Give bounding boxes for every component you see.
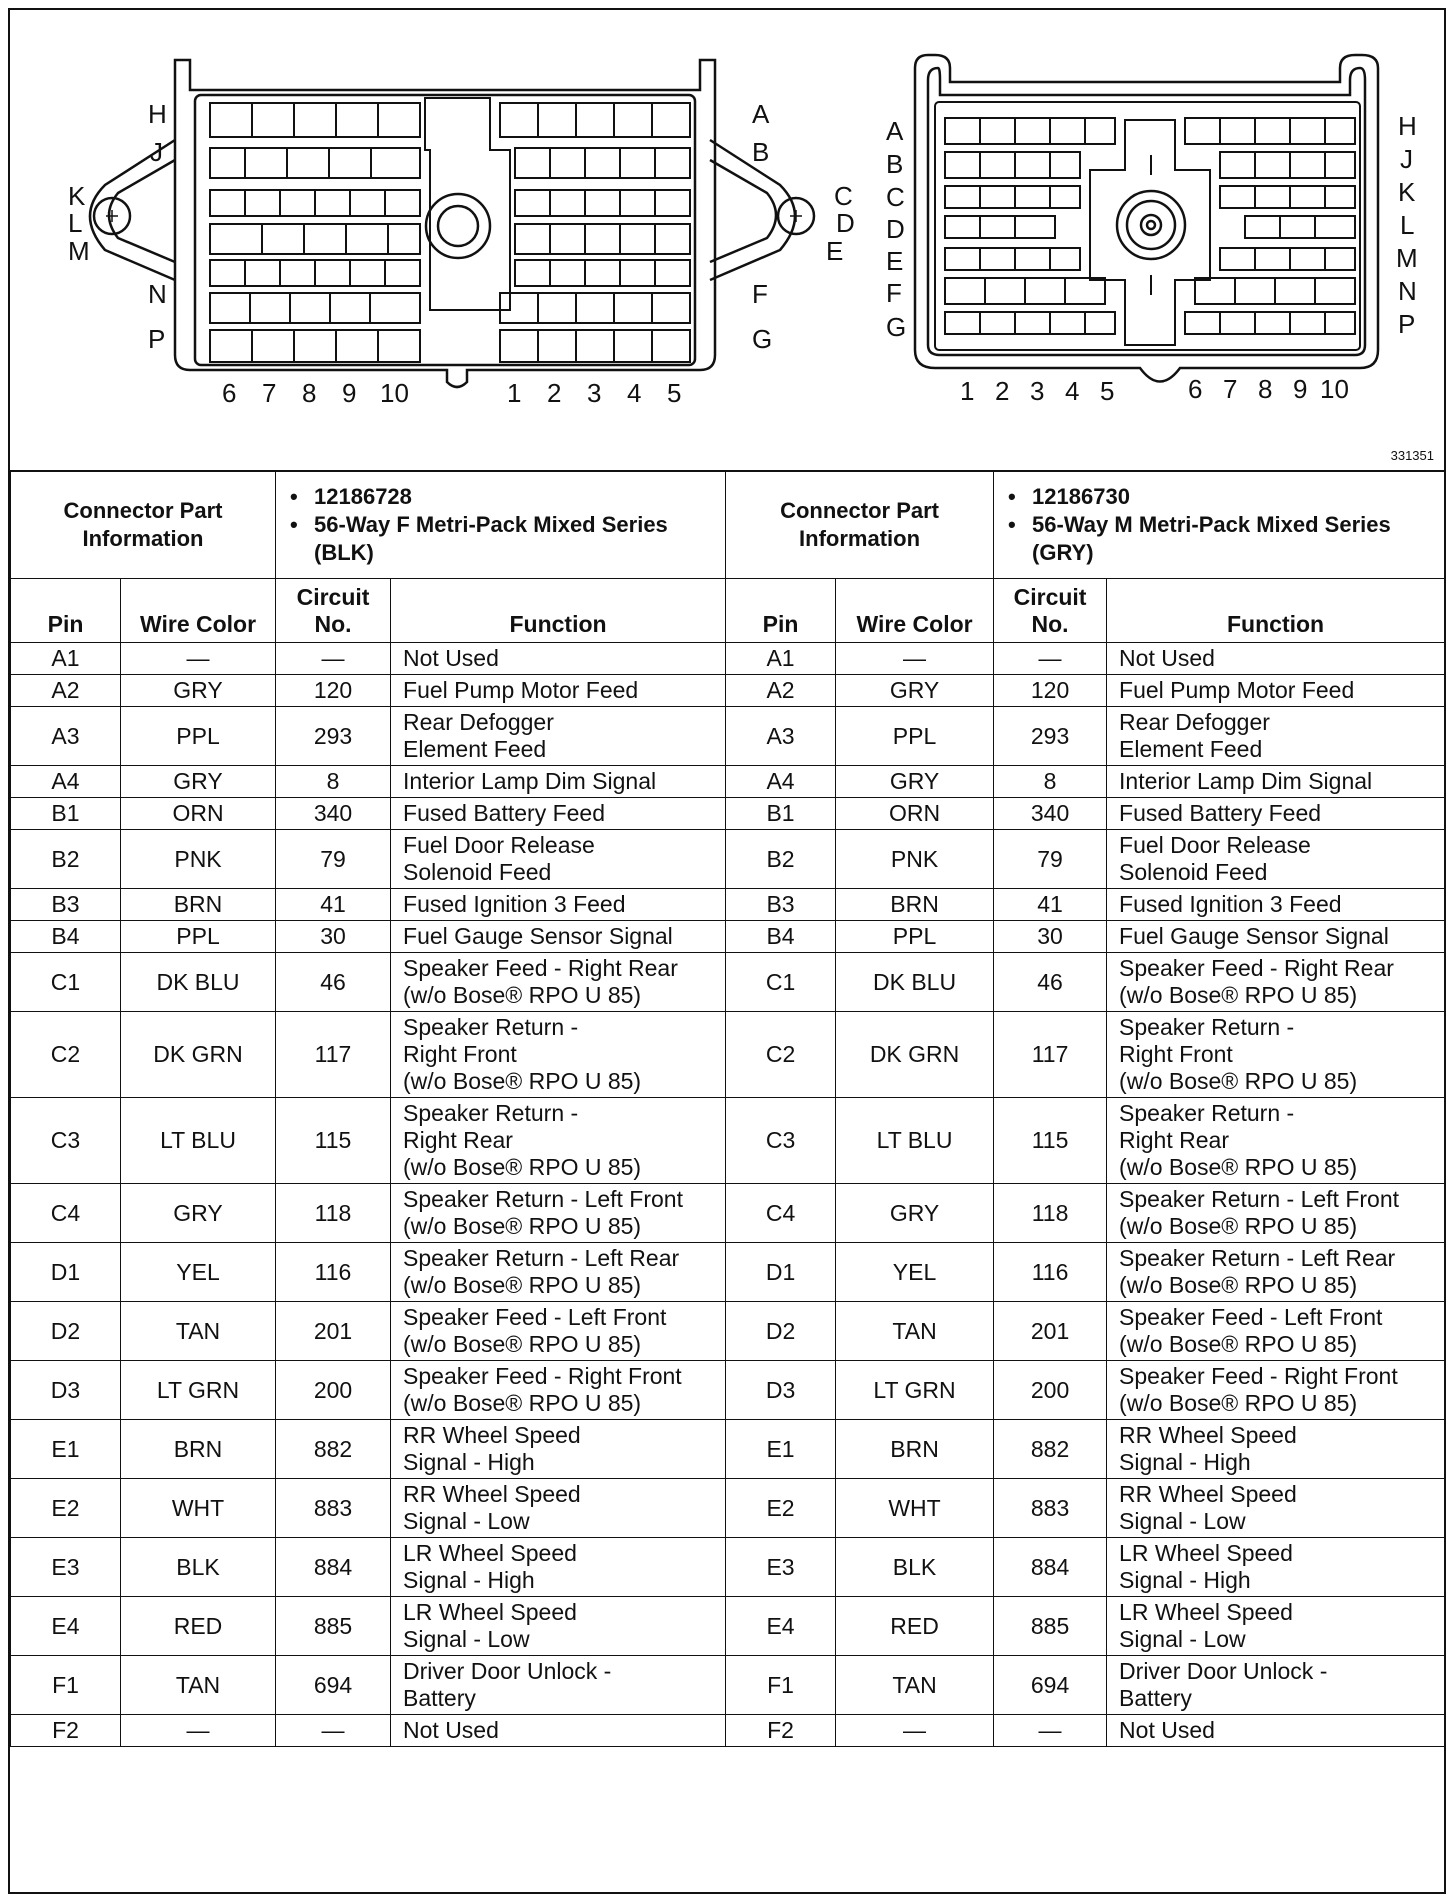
circuit-header: Circuit No. [994, 579, 1107, 643]
wire-color-cell: DK GRN [121, 1012, 276, 1098]
function-cell: Not Used [391, 643, 726, 675]
rc-left-letter: C [886, 182, 905, 212]
circuit-cell: 30 [994, 921, 1107, 953]
pin-cell: B2 [726, 830, 836, 889]
circuit-cell: 884 [994, 1538, 1107, 1597]
lc-right-letter: C [834, 181, 853, 211]
lc-right-letter: F [752, 279, 768, 309]
table-row [11, 1420, 1445, 1479]
rc-right-letter: P [1398, 309, 1416, 339]
circuit-cell: 30 [276, 921, 391, 953]
table-row [11, 953, 1445, 1012]
pin-cell: B4 [11, 921, 121, 953]
pin-cell: E1 [726, 1420, 836, 1479]
pin-cell: E3 [726, 1538, 836, 1597]
circuit-cell: 885 [276, 1597, 391, 1656]
function-cell: Not Used [391, 1715, 726, 1747]
wire-color-cell: BLK [836, 1538, 994, 1597]
wire-color-cell: TAN [121, 1302, 276, 1361]
pin-cell: E2 [11, 1479, 121, 1538]
left-info-label: Connector Part Information [11, 471, 276, 579]
pin-cell: C2 [726, 1012, 836, 1098]
function-cell: LR Wheel Speed Signal - High [391, 1538, 726, 1597]
lc-left-letter: H [148, 99, 167, 129]
pin-cell: A4 [726, 766, 836, 798]
wire-color-cell: — [836, 1715, 994, 1747]
lc-number: 3 [587, 378, 602, 408]
pin-cell: A3 [726, 707, 836, 766]
circuit-cell: 200 [994, 1361, 1107, 1420]
lc-number: 7 [262, 378, 277, 408]
table-row [11, 643, 1445, 675]
wire-color-header: Wire Color [121, 579, 276, 643]
rc-left-letter: A [886, 116, 904, 146]
wire-color-header: Wire Color [836, 579, 994, 643]
rc-right-letter: N [1398, 276, 1417, 306]
pin-cell: F1 [11, 1656, 121, 1715]
wire-color-cell: — [121, 643, 276, 675]
circuit-cell: 883 [994, 1479, 1107, 1538]
pin-cell: D2 [726, 1302, 836, 1361]
function-cell: Fuel Door Release Solenoid Feed [1107, 830, 1445, 889]
left-part-desc: • 56-Way F Metri-Pack Mixed Series (BLK) [314, 511, 719, 567]
wire-color-cell: GRY [121, 675, 276, 707]
pin-cell: D3 [726, 1361, 836, 1420]
function-cell: RR Wheel Speed Signal - High [1107, 1420, 1445, 1479]
table-row [11, 1098, 1445, 1184]
wire-color-cell: WHT [121, 1479, 276, 1538]
wire-color-cell: TAN [121, 1656, 276, 1715]
rc-number: 6 [1188, 374, 1203, 404]
lc-left-letter: L [68, 208, 83, 238]
function-cell: Fuel Pump Motor Feed [391, 675, 726, 707]
pin-cell: E3 [11, 1538, 121, 1597]
wire-color-cell: TAN [836, 1302, 994, 1361]
wire-color-cell: BRN [836, 889, 994, 921]
right-info-label: Connector Part Information [726, 471, 994, 579]
function-cell: Driver Door Unlock - Battery [391, 1656, 726, 1715]
wire-color-cell: LT GRN [836, 1361, 994, 1420]
lc-number: 9 [342, 378, 357, 408]
wire-color-cell: LT GRN [121, 1361, 276, 1420]
wire-color-cell: — [836, 643, 994, 675]
lc-number: 8 [302, 378, 317, 408]
circuit-cell: 293 [276, 707, 391, 766]
column-header-row [11, 579, 1445, 643]
circuit-cell: — [994, 643, 1107, 675]
pin-cell: B4 [726, 921, 836, 953]
function-cell: Interior Lamp Dim Signal [391, 766, 726, 798]
circuit-cell: 340 [994, 798, 1107, 830]
wire-color-cell: PPL [121, 707, 276, 766]
circuit-cell: 120 [276, 675, 391, 707]
circuit-cell: 46 [994, 953, 1107, 1012]
lc-right-letter: D [836, 208, 855, 238]
connector-face-drawings [10, 10, 1444, 470]
circuit-cell: 8 [276, 766, 391, 798]
function-cell: Speaker Return - Right Front (w/o Bose® RPO U 85) [1107, 1012, 1445, 1098]
lc-right-letter: A [752, 99, 770, 129]
function-cell: Fused Ignition 3 Feed [391, 889, 726, 921]
function-cell: Speaker Return - Right Rear (w/o Bose® RPO U 85) [1107, 1098, 1445, 1184]
circuit-cell: 116 [994, 1243, 1107, 1302]
lc-number: 5 [667, 378, 682, 408]
circuit-cell: 115 [994, 1098, 1107, 1184]
lc-number: 1 [507, 378, 522, 408]
wire-color-cell: ORN [121, 798, 276, 830]
wire-color-cell: DK GRN [836, 1012, 994, 1098]
function-cell: Speaker Feed - Right Front (w/o Bose® RPO U 85) [391, 1361, 726, 1420]
pin-cell: C3 [11, 1098, 121, 1184]
pinout-table [10, 470, 1445, 1747]
lc-left-letter: M [68, 236, 90, 266]
rc-left-letter: G [886, 312, 907, 342]
lc-left-letter: N [148, 279, 167, 309]
pin-cell: C1 [11, 953, 121, 1012]
wire-color-cell: GRY [121, 766, 276, 798]
circuit-cell: 117 [994, 1012, 1107, 1098]
rc-number: 10 [1320, 374, 1349, 404]
pin-cell: F1 [726, 1656, 836, 1715]
table-row [11, 1302, 1445, 1361]
function-cell: Speaker Feed - Right Rear (w/o Bose® RPO U 85) [391, 953, 726, 1012]
rc-left-letter: B [886, 149, 904, 179]
pin-cell: A3 [11, 707, 121, 766]
function-cell: Speaker Feed - Right Front (w/o Bose® RPO U 85) [1107, 1361, 1445, 1420]
function-cell: RR Wheel Speed Signal - Low [1107, 1479, 1445, 1538]
function-cell: LR Wheel Speed Signal - Low [391, 1597, 726, 1656]
pin-cell: C4 [11, 1184, 121, 1243]
wire-color-cell: YEL [836, 1243, 994, 1302]
pin-cell: A1 [726, 643, 836, 675]
pin-cell: C2 [11, 1012, 121, 1098]
function-cell: Rear Defogger Element Feed [1107, 707, 1445, 766]
wire-color-cell: PNK [836, 830, 994, 889]
lc-right-letter: E [826, 236, 844, 266]
table-row [11, 921, 1445, 953]
wire-color-cell: RED [121, 1597, 276, 1656]
table-row [11, 1012, 1445, 1098]
function-cell: Fuel Pump Motor Feed [1107, 675, 1445, 707]
rc-number: 4 [1065, 376, 1080, 406]
circuit-cell: 118 [276, 1184, 391, 1243]
pin-cell: E4 [726, 1597, 836, 1656]
wire-color-cell: RED [836, 1597, 994, 1656]
wire-color-cell: GRY [836, 1184, 994, 1243]
wire-color-cell: PPL [836, 707, 994, 766]
function-cell: Fuel Gauge Sensor Signal [391, 921, 726, 953]
rc-number: 3 [1030, 376, 1045, 406]
connector-info-row [11, 471, 1445, 579]
pin-cell: B2 [11, 830, 121, 889]
circuit-cell: 41 [994, 889, 1107, 921]
function-cell: LR Wheel Speed Signal - Low [1107, 1597, 1445, 1656]
right-part-number: • 12186730 [1032, 483, 1438, 511]
function-cell: Speaker Return - Left Rear (w/o Bose® RPO U 85) [1107, 1243, 1445, 1302]
wire-color-cell: TAN [836, 1656, 994, 1715]
pin-cell: E4 [11, 1597, 121, 1656]
circuit-cell: 8 [994, 766, 1107, 798]
function-header: Function [391, 579, 726, 643]
male-connector-face [915, 55, 1378, 382]
function-cell: Interior Lamp Dim Signal [1107, 766, 1445, 798]
pin-cell: C1 [726, 953, 836, 1012]
circuit-cell: 41 [276, 889, 391, 921]
table-row [11, 1479, 1445, 1538]
left-info-value [276, 471, 726, 579]
pin-cell: E2 [726, 1479, 836, 1538]
rc-number: 5 [1100, 376, 1115, 406]
wire-color-cell: BRN [836, 1420, 994, 1479]
pin-header: Pin [11, 579, 121, 643]
pin-cell: A4 [11, 766, 121, 798]
rc-number: 2 [995, 376, 1010, 406]
circuit-cell: — [276, 643, 391, 675]
table-row [11, 675, 1445, 707]
function-cell: Speaker Feed - Right Rear (w/o Bose® RPO U 85) [1107, 953, 1445, 1012]
table-row [11, 1597, 1445, 1656]
function-cell: Speaker Return - Right Front (w/o Bose® RPO U 85) [391, 1012, 726, 1098]
wire-color-cell: PPL [121, 921, 276, 953]
circuit-cell: 120 [994, 675, 1107, 707]
function-cell: RR Wheel Speed Signal - Low [391, 1479, 726, 1538]
pin-cell: D2 [11, 1302, 121, 1361]
function-cell: Fused Battery Feed [391, 798, 726, 830]
function-cell: Not Used [1107, 1715, 1445, 1747]
lc-number: 2 [547, 378, 562, 408]
circuit-cell: — [994, 1715, 1107, 1747]
wire-color-cell: PPL [836, 921, 994, 953]
circuit-cell: 882 [276, 1420, 391, 1479]
rc-right-letter: M [1396, 243, 1418, 273]
table-row [11, 1538, 1445, 1597]
circuit-cell: 115 [276, 1098, 391, 1184]
pin-header: Pin [726, 579, 836, 643]
rc-number: 9 [1293, 374, 1308, 404]
wire-color-cell: — [121, 1715, 276, 1747]
wire-color-cell: YEL [121, 1243, 276, 1302]
function-cell: LR Wheel Speed Signal - High [1107, 1538, 1445, 1597]
rc-right-letter: K [1398, 177, 1416, 207]
wire-color-cell: BRN [121, 1420, 276, 1479]
pin-cell: B1 [726, 798, 836, 830]
table-row [11, 766, 1445, 798]
wire-color-cell: GRY [121, 1184, 276, 1243]
wire-color-cell: ORN [836, 798, 994, 830]
table-row [11, 830, 1445, 889]
table-row [11, 1361, 1445, 1420]
circuit-header: Circuit No. [276, 579, 391, 643]
function-cell: RR Wheel Speed Signal - High [391, 1420, 726, 1479]
pin-cell: A2 [11, 675, 121, 707]
pin-cell: D1 [11, 1243, 121, 1302]
function-cell: Speaker Return - Left Front (w/o Bose® RPO U 85) [1107, 1184, 1445, 1243]
figure-id: 331351 [1390, 448, 1434, 463]
function-cell: Speaker Feed - Left Front (w/o Bose® RPO U 85) [1107, 1302, 1445, 1361]
circuit-cell: 882 [994, 1420, 1107, 1479]
wire-color-cell: PNK [121, 830, 276, 889]
pin-cell: B3 [11, 889, 121, 921]
pin-cell: D1 [726, 1243, 836, 1302]
circuit-cell: 117 [276, 1012, 391, 1098]
circuit-cell: 200 [276, 1361, 391, 1420]
rc-number: 7 [1223, 374, 1238, 404]
table-row [11, 889, 1445, 921]
pinout-page [8, 8, 1446, 1894]
lc-left-letter: K [68, 181, 86, 211]
rc-left-letter: F [886, 278, 902, 308]
table-row [11, 1243, 1445, 1302]
table-row [11, 707, 1445, 766]
function-header: Function [1107, 579, 1445, 643]
function-cell: Not Used [1107, 643, 1445, 675]
pin-cell: F2 [11, 1715, 121, 1747]
wire-color-cell: BLK [121, 1538, 276, 1597]
function-cell: Fuel Door Release Solenoid Feed [391, 830, 726, 889]
circuit-cell: — [276, 1715, 391, 1747]
circuit-cell: 694 [276, 1656, 391, 1715]
lc-right-letter: B [752, 137, 770, 167]
pin-cell: A2 [726, 675, 836, 707]
lc-left-letter: J [150, 137, 163, 167]
connector-diagram [10, 10, 1444, 472]
function-cell: Speaker Feed - Left Front (w/o Bose® RPO U 85) [391, 1302, 726, 1361]
pin-cell: D3 [11, 1361, 121, 1420]
left-part-number: • 12186728 [314, 483, 719, 511]
circuit-cell: 79 [994, 830, 1107, 889]
circuit-cell: 293 [994, 707, 1107, 766]
table-row [11, 1715, 1445, 1747]
pin-cell: B3 [726, 889, 836, 921]
circuit-cell: 201 [994, 1302, 1107, 1361]
wire-color-cell: DK BLU [836, 953, 994, 1012]
lc-number: 6 [222, 378, 237, 408]
table-row [11, 1184, 1445, 1243]
function-cell: Fuel Gauge Sensor Signal [1107, 921, 1445, 953]
rc-right-letter: J [1400, 144, 1413, 174]
rc-left-letter: D [886, 214, 905, 244]
female-connector-face [90, 60, 814, 387]
right-part-desc: • 56-Way M Metri-Pack Mixed Series (GRY) [1032, 511, 1438, 567]
wire-color-cell: DK BLU [121, 953, 276, 1012]
function-cell: Fused Battery Feed [1107, 798, 1445, 830]
wire-color-cell: LT BLU [121, 1098, 276, 1184]
function-cell: Rear Defogger Element Feed [391, 707, 726, 766]
circuit-cell: 79 [276, 830, 391, 889]
table-row [11, 1656, 1445, 1715]
function-cell: Fused Ignition 3 Feed [1107, 889, 1445, 921]
pin-cell: E1 [11, 1420, 121, 1479]
rc-right-letter: L [1400, 210, 1415, 240]
lc-number: 10 [380, 378, 409, 408]
wire-color-cell: GRY [836, 766, 994, 798]
pin-cell: B1 [11, 798, 121, 830]
circuit-cell: 883 [276, 1479, 391, 1538]
function-cell: Speaker Return - Right Rear (w/o Bose® RPO U 85) [391, 1098, 726, 1184]
wire-color-cell: LT BLU [836, 1098, 994, 1184]
right-info-value [994, 471, 1445, 579]
function-cell: Driver Door Unlock - Battery [1107, 1656, 1445, 1715]
pin-cell: F2 [726, 1715, 836, 1747]
rc-number: 8 [1258, 374, 1273, 404]
rc-number: 1 [960, 376, 975, 406]
circuit-cell: 694 [994, 1656, 1107, 1715]
circuit-cell: 116 [276, 1243, 391, 1302]
wire-color-cell: GRY [836, 675, 994, 707]
wire-color-cell: WHT [836, 1479, 994, 1538]
function-cell: Speaker Return - Left Rear (w/o Bose® RPO U 85) [391, 1243, 726, 1302]
pin-cell: C3 [726, 1098, 836, 1184]
rc-right-letter: H [1398, 111, 1417, 141]
lc-number: 4 [627, 378, 642, 408]
circuit-cell: 885 [994, 1597, 1107, 1656]
pin-cell: C4 [726, 1184, 836, 1243]
pin-cell: A1 [11, 643, 121, 675]
function-cell: Speaker Return - Left Front (w/o Bose® RPO U 85) [391, 1184, 726, 1243]
circuit-cell: 118 [994, 1184, 1107, 1243]
table-row [11, 798, 1445, 830]
circuit-cell: 46 [276, 953, 391, 1012]
circuit-cell: 340 [276, 798, 391, 830]
circuit-cell: 201 [276, 1302, 391, 1361]
lc-right-letter: G [752, 324, 773, 354]
circuit-cell: 884 [276, 1538, 391, 1597]
wire-color-cell: BRN [121, 889, 276, 921]
lc-left-letter: P [148, 324, 166, 354]
rc-left-letter: E [886, 246, 904, 276]
